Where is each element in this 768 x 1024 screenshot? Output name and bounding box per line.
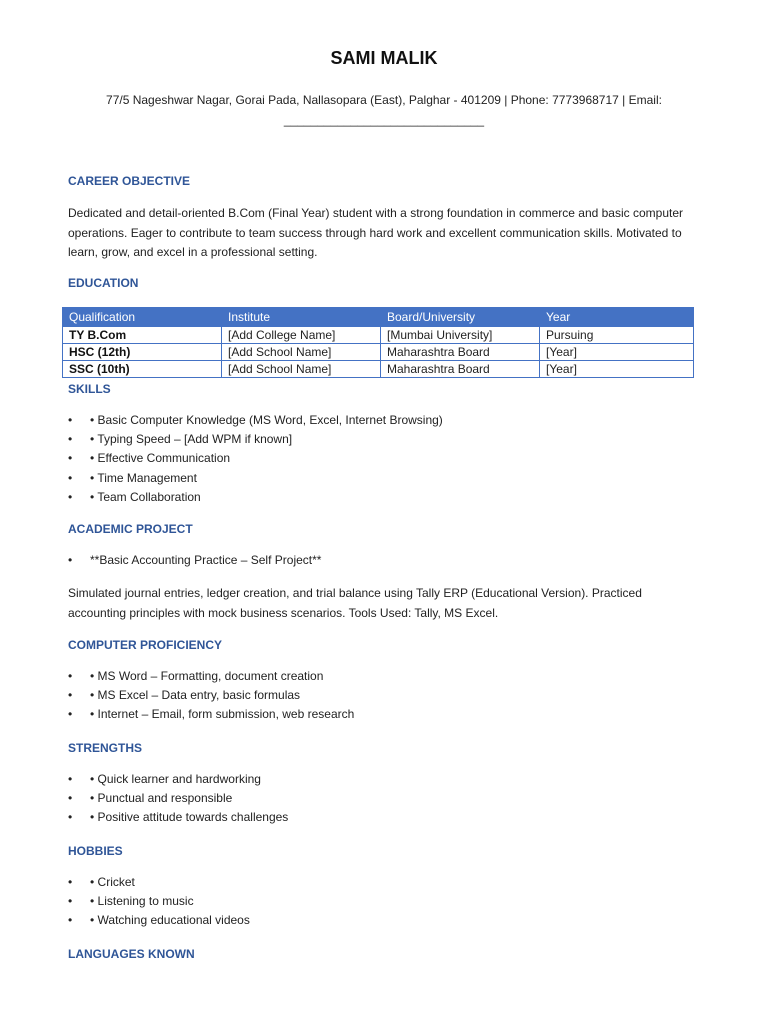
institute-cell: [Add School Name] — [222, 344, 381, 361]
bullet-icon: • — [68, 688, 73, 703]
list-item — [68, 449, 443, 468]
list-item — [68, 770, 288, 789]
heading-career-objective: CAREER OBJECTIVE — [68, 174, 191, 188]
heading-hobbies: HOBBIES — [68, 844, 123, 858]
computer-proficiency-list — [68, 667, 354, 725]
column-header: Institute — [222, 308, 381, 327]
hobbies-list — [68, 873, 250, 931]
list-item — [68, 667, 354, 686]
year-cell: [Year] — [540, 344, 694, 361]
list-item-text: • Time Management — [90, 470, 197, 485]
list-item — [68, 411, 443, 430]
contact-line: 77/5 Nageshwar Nagar, Gorai Pada, Nallasopara (East), Palghar - 401209 | Phone: 7773968717 | Email: — [106, 93, 662, 107]
table-row — [63, 344, 694, 361]
bullet-icon: • — [68, 489, 73, 504]
list-item — [68, 469, 443, 488]
education-table-header — [63, 308, 694, 327]
heading-languages-known: LANGUAGES KNOWN — [68, 947, 195, 961]
list-item — [68, 789, 288, 808]
education-table — [62, 307, 694, 378]
board-cell: Maharashtra Board — [381, 361, 540, 378]
column-header: Board/University — [381, 308, 540, 327]
list-item — [68, 892, 250, 911]
bullet-icon: • — [68, 451, 73, 466]
list-item — [68, 686, 354, 705]
bullet-icon: • — [68, 413, 73, 427]
bullet-icon: • — [68, 553, 73, 567]
heading-academic-project: ACADEMIC PROJECT — [68, 522, 193, 536]
bullet-icon: • — [68, 791, 73, 806]
bullet-icon: • — [68, 707, 73, 722]
list-item-text: **Basic Accounting Practice – Self Project** — [90, 553, 322, 567]
list-item-text: • MS Excel – Data entry, basic formulas — [90, 688, 301, 703]
list-item-text: • Team Collaboration — [90, 489, 201, 504]
qualification-cell: TY B.Com — [63, 327, 222, 344]
heading-computer-proficiency: COMPUTER PROFICIENCY — [68, 638, 223, 652]
bullet-icon: • — [68, 432, 73, 447]
list-item-text: • Cricket — [90, 875, 135, 889]
bullet-icon: • — [68, 470, 73, 485]
bullet-icon: • — [68, 913, 73, 928]
list-item-text: • Watching educational videos — [90, 913, 250, 928]
bullet-icon: • — [68, 894, 73, 909]
bullet-icon: • — [68, 875, 73, 889]
list-item-text: • Punctual and responsible — [90, 791, 233, 806]
career-objective-text: Dedicated and detail-oriented B.Com (Final Year) student with a strong foundation in commerce and basic computer operations. Eager to contribute to team success through hard work and excellent communication skills. Motivated to learn, grow, and excel in a professional setting. — [68, 206, 684, 259]
list-item — [68, 430, 443, 449]
board-cell: [Mumbai University] — [381, 327, 540, 344]
list-item-text: • Quick learner and hardworking — [90, 772, 261, 786]
year-cell: [Year] — [540, 361, 694, 378]
list-item — [68, 911, 250, 930]
bullet-icon: • — [68, 669, 73, 683]
strengths-list — [68, 770, 288, 828]
email-blank: ______________________________ — [283, 113, 485, 127]
table-row — [63, 361, 694, 378]
list-item-text: • Internet – Email, form submission, web research — [90, 707, 355, 722]
bullet-icon: • — [68, 772, 73, 786]
contact-details — [60, 90, 708, 130]
list-item-text: • Listening to music — [90, 894, 194, 909]
list-item-text: • Effective Communication — [90, 451, 231, 466]
year-cell: Pursuing — [540, 327, 694, 344]
candidate-name: SAMI MALIK — [330, 48, 438, 68]
list-item-text: • MS Word – Formatting, document creation — [90, 669, 324, 683]
list-item-text: • Basic Computer Knowledge (MS Word, Excel, Internet Browsing) — [90, 413, 443, 427]
project-description: Simulated journal entries, ledger creation, and trial balance using Tally ERP (Educational Version). Practiced accounting principles with mock business scenarios. Tools Used: Tally, MS Excel. — [68, 586, 642, 620]
skills-list — [68, 411, 443, 507]
heading-education: EDUCATION — [68, 276, 139, 290]
list-item — [68, 551, 321, 570]
column-header: Year — [540, 308, 694, 327]
table-row — [63, 327, 694, 344]
heading-strengths: STRENGTHS — [68, 741, 143, 755]
institute-cell: [Add School Name] — [222, 361, 381, 378]
list-item — [68, 705, 354, 724]
list-item-text: • Positive attitude towards challenges — [90, 810, 289, 825]
list-item — [68, 808, 288, 827]
list-item-text: • Typing Speed – [Add WPM if known] — [90, 432, 293, 447]
bullet-icon: • — [68, 810, 73, 825]
heading-skills: SKILLS — [68, 382, 111, 396]
qualification-cell: SSC (10th) — [63, 361, 222, 378]
board-cell: Maharashtra Board — [381, 344, 540, 361]
list-item — [68, 873, 250, 892]
project-list — [68, 551, 321, 570]
list-item — [68, 488, 443, 507]
column-header: Qualification — [63, 308, 222, 327]
qualification-cell: HSC (12th) — [63, 344, 222, 361]
institute-cell: [Add College Name] — [222, 327, 381, 344]
